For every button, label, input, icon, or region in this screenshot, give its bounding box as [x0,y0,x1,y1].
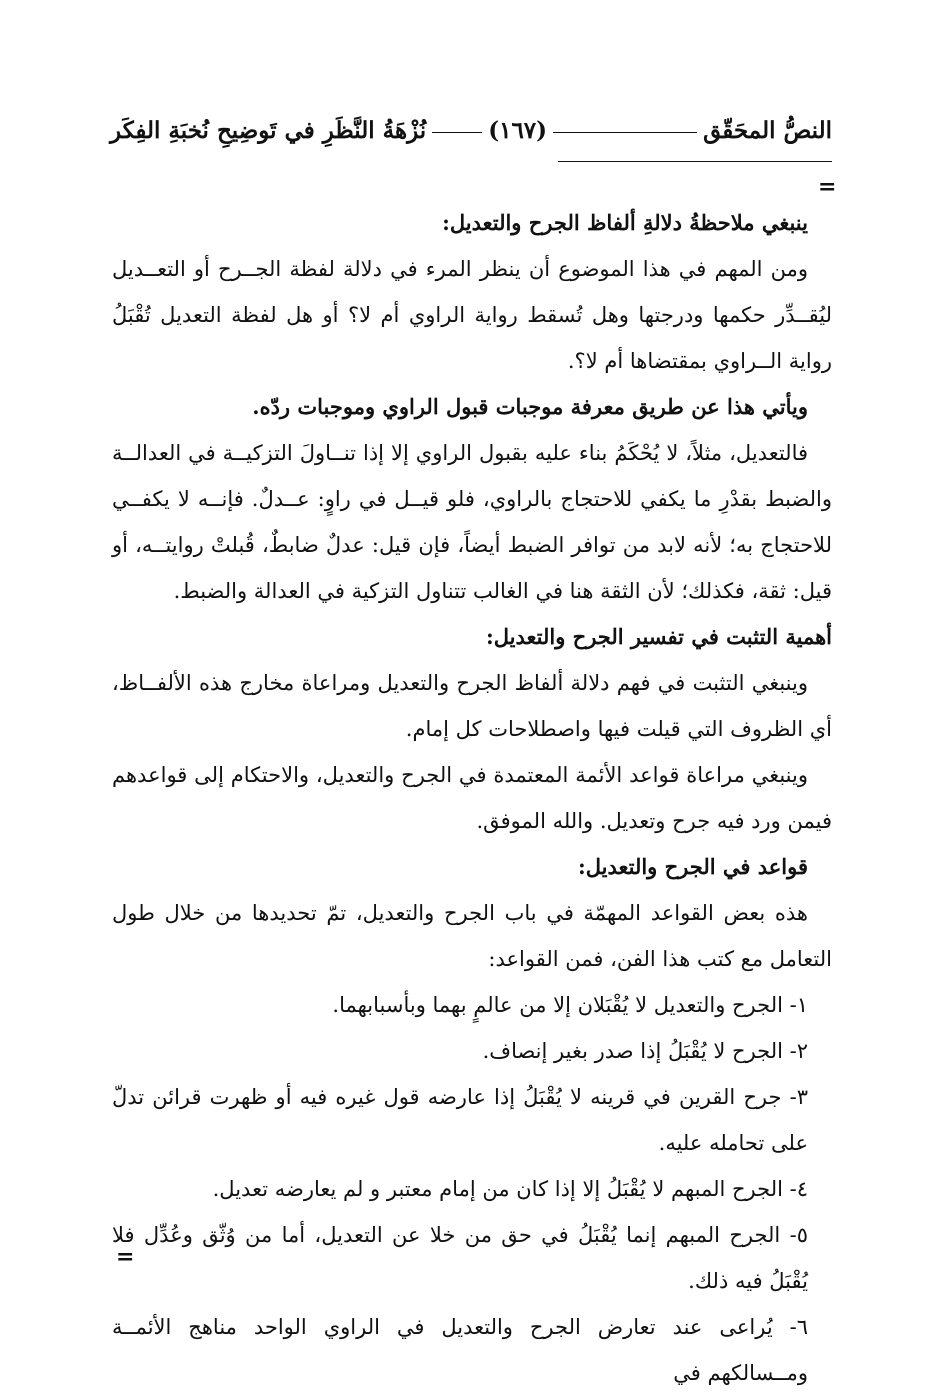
rule-item: ٥- الجرح المبهم إنما يُقْبَلُ في حق من خلا عن التعديل، أما من وُثّق وعُدِّل فلا يُقْبَلُ فيه ذلك. [112,1223,808,1293]
section-heading: ينبغي ملاحظةُ دلالةِ ألفاظ الجرح والتعديل: [442,210,808,235]
header-book-title: نُزْهَةُ النَّظَرِ في تَوضِيحِ نُخبَةِ الفِكَر [110,116,427,144]
paragraph: هذه بعض القواعد المهمّة في باب الجرح والتعديل، تمّ تحديدها من خلال طول التعامل مع كتب هذا الفن، فمن القواعد: [112,901,832,971]
rule-item: ٢- الجرح لا يُقْبَلُ إذا صدر بغير إنصاف. [482,1039,808,1063]
rule-item: ١- الجرح والتعديل لا يُقْبَلان إلا من عالمٍ بهما وبأسبابهما. [332,993,808,1017]
page-number: (١٦٧) [488,116,548,144]
rule-item: ٣- جرح القرين في قرينه لا يُقْبَلُ إذا عارضه قول غيره فيه أو ظهرت قرائن تدلّ على تحامله عليه. [112,1085,808,1155]
rule-item: ٦- يُراعى عند تعارض الجرح والتعديل في الراوي الواحد مناهج الأئمــة ومــسالكهم في [112,1315,808,1385]
main-text [112,200,832,1396]
rule-item: ٤- الجرح المبهم لا يُقْبَلُ إلا إذا كان من إمام معتبر و لم يعارضه تعديل. [212,1177,808,1201]
paragraph: فالتعديل، مثلاً، لا يُحْكَمُ بناء عليه بقبول الراوي إلا إذا تنــاولَ التزكيــة في العدالــة والضبط بقدْرِ ما يكفي للاحتجاج بالراوي، فلو قيــل في راوٍ: عــدلٌ. فإنــه لا يكفــي للاحتجاج به؛ لأنه لابد من توافر الضبط أيضاً، فإن قيل: عدلٌ ضابطٌ، قُبلتْ روايتــه، أو قيل: ثقة، فكذلك؛ لأن الثقة هنا في الغالب تتناول التزكية في العدالة والضبط. [112,441,832,603]
header-section-title: النصُّ المحَقّق [703,116,832,144]
paragraph: وينبغي مراعاة قواعد الأئمة المعتمدة في الجرح والتعديل، والاحتكام إلى قواعدهم فيمن ورد فيه جرح وتعديل. والله الموفق. [112,763,832,833]
footnote-separator-rule [558,161,832,162]
section-heading: ويأتي هذا عن طريق معرفة موجبات قبول الراوي وموجبات ردّه. [252,394,808,419]
continuation-mark-top: = [818,174,837,200]
section-heading: قواعد في الجرح والتعديل: [577,854,808,879]
header-dash-rule-short [432,132,482,133]
header-dash-rule [553,132,697,133]
continuation-mark-bottom: = [116,1244,135,1270]
running-header [110,108,832,152]
section-heading: أهمية التثبت في تفسير الجرح والتعديل: [485,624,832,649]
paragraph: وينبغي التثبت في فهم دلالة ألفاظ الجرح والتعديل ومراعاة مخارج هذه الألفــاظ، أي الظروف التي قيلت فيها واصطلاحات كل إمام. [112,671,832,741]
paragraph: ومن المهم في هذا الموضوع أن ينظر المرء في دلالة لفظة الجــرح أو التعــديل ليُقــدِّر حكمها ودرجتها وهل تُسقط رواية الراوي أم لا؟ أو هل لفظة التعديل تُقْبَلُ رواية الــراوي بمقتضاها أم لا؟. [112,257,832,373]
